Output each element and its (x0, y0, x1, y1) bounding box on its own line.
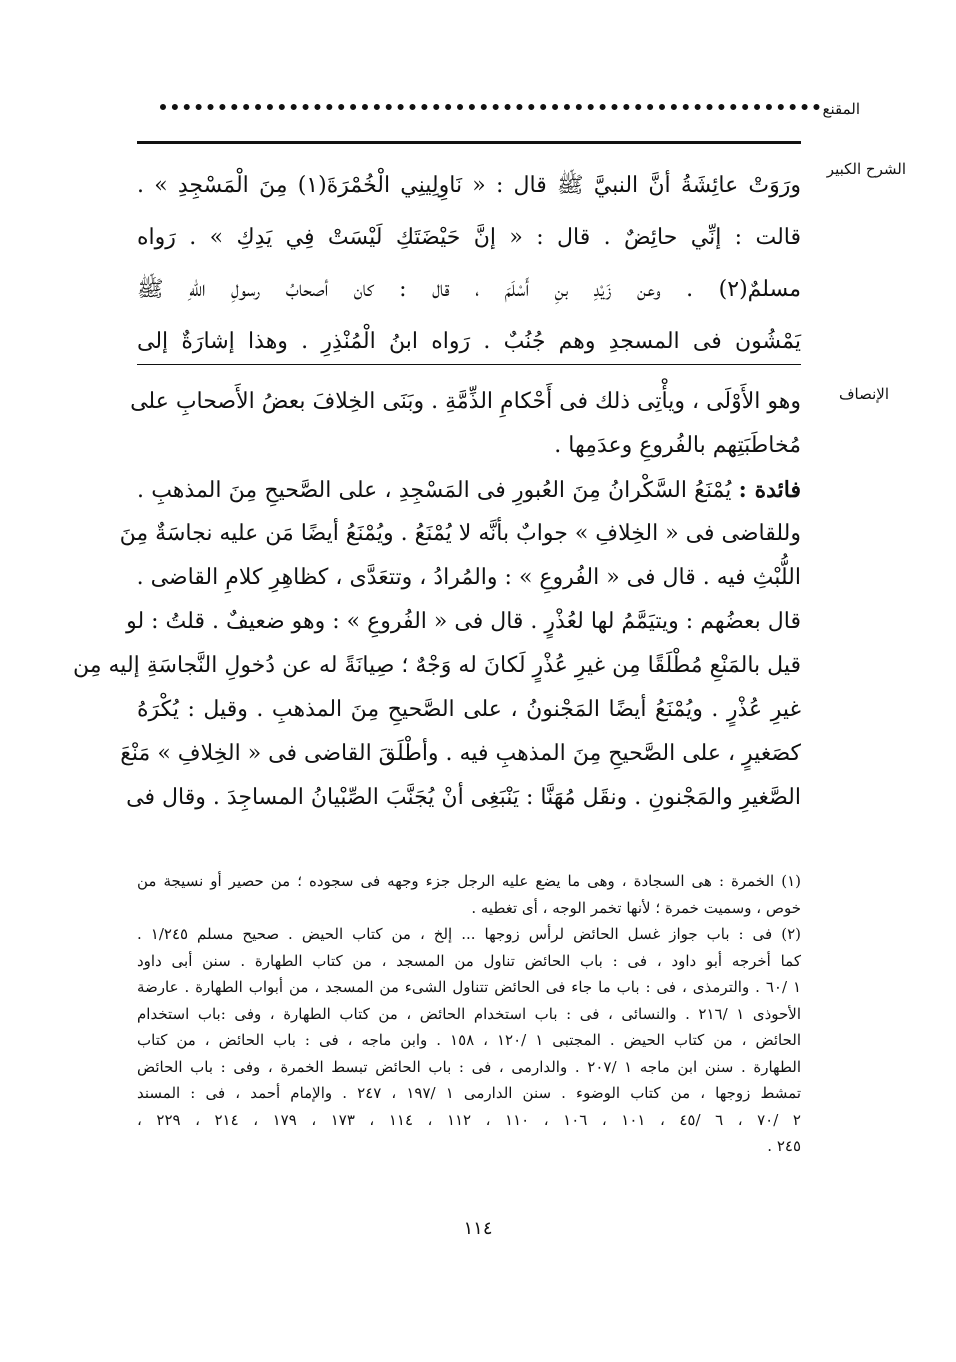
insaf-line: الصَّغيرِ والمَجْنونِ . ونقَل مُهَنَّا : يَنْبَغِى أنْ يُجَنَّبَ الصِّبْيانُ المساجِدَ . وقال فى (126, 785, 801, 810)
insaf-section-label: الإنصاف (838, 385, 889, 403)
sharh-text-block (137, 160, 801, 368)
footnote-line: الحائض ، من كتاب الحيض . المجتبى ١ /١٢٠ ، ١٥٨ . وابن ماجه ، فى : باب الحائض ، من كتاب (137, 1031, 801, 1049)
footnote-line: (١) الخمرة : هى السجادة ، وهى ما يضع عليه الرجل جزء وجهه فى سجوده ؛ من حصير أو نسيجة من (137, 872, 801, 890)
insaf-text-block (72, 380, 802, 820)
insaf-line: مُخاطَبَتِهم بالفُروعِ وعدَمِها . (554, 433, 801, 458)
insaf-line: وللقاضى فى « الخِلافِ » جوابٌ بأنَّه لا يُمْنَعُ . ويُمْنَعُ أيضًا مَن عليه نجاسَةٌ مِنَ (119, 521, 801, 546)
page-number: ١١٤ (463, 1218, 493, 1239)
footnote-line: خوص ، وسميت خمرة ؛ لأنها تخمر الوجه ، أى تغطيه . (471, 898, 801, 917)
footnote-line: ٢ /٧٠ ، ٦ /٤٥ ، ١٠١ ، ١٠٦ ، ١١٠ ، ١١٢ ، ١١٤ ، ١٧٣ ، ١٧٩ ، ٢١٤ ، ٢٢٩ ، (137, 1110, 801, 1129)
footnote-line: ١ /٦٠ . والترمذى ، فى : باب ما جاء فى الحائض تتناول الشىء من المسجد ، من أبواب الطهارة . عارضة (137, 978, 801, 996)
insaf-line: وهو الأَوْلَى ، ويأْتِى ذلك فى أَحْكامِ الذِّمَّةِ . وبَنَى الخِلافَ بعضُ الأَصحابِ على (130, 389, 801, 414)
section-divider (137, 364, 801, 365)
insaf-line: اللُّبْثِ فيه . قال فى « الفُروعِ » : والمُرادُ ، وتتعَدَّى ، كظاهِرِ كلامِ القاضى . (136, 565, 801, 590)
faida-text: يُمْنَعُ السَّكْرانُ مِنَ العُبورِ فى المَسْجِدِ ، على الصَّحيحِ مِنَ المذهبِ . (137, 478, 732, 503)
sharh-section-label: الشرح الكبير (826, 160, 906, 178)
sharh-line: يَمْشُون فى المسجدِ وهم جُنُبٌ . رَواه ابنُ الْمُنْذِرِ . وهذا إشارَةٌ إلى (137, 329, 801, 354)
footnote-line: كما أخرجه أبو داود ، فى : باب الحائض تناول من المسجد ، من كتاب الطهارة . سنن أبى داود (137, 951, 801, 970)
sharh-line: قالت : إنِّي حائِضٌ . قال : « إنَّ حَيْضَتَكِ لَيْسَتْ فِي يَدِكِ » . رَواه (137, 225, 801, 250)
insaf-faida-line (137, 468, 801, 512)
footnote-line: (٢) فى : باب جواز غسل الحائض لرأس زوجها ... إلخ ، من كتاب الحيض . صحيح مسلم ١/٢٤٥ . (137, 925, 801, 943)
footnotes (137, 868, 801, 1160)
header-dotted-rule (160, 104, 820, 120)
footnote-line: تمشط زوجها ، من كتاب الوضوء . سنن الدارمى ١ /١٩٧ ، ٢٤٧ . والإمام أحمد ، فى : المسند (137, 1084, 801, 1102)
insaf-line: غيرِ عُذْرٍ . ويُمْنَعُ أيضًا المَجْنونُ ، على الصَّحيحِ مِنَ المذهبِ . وقيل : يُكْرَهُ (137, 697, 801, 722)
footnote-line: ٢٤٥ . (767, 1137, 801, 1155)
sharh-line: مسلمٌ(٢) . وعن زَيْدِ بنِ أَسْلَمَ ، قال : كان أصحابُ رسولِ اللهِ ﷺ (137, 277, 801, 302)
running-title: المقنع (822, 100, 860, 118)
header-rule (137, 141, 801, 144)
footnote-line: الأحوذى ١ /٢١٦ . والنسائى ، فى : باب استخدام الحائض ، من كتاب الطهارة ، وفى :باب استخدام (137, 1004, 801, 1023)
insaf-line: قال بعضُهم : ويتيَمَّمُ لها لعُذْرٍ . قال فى « الفُروعِ » : وهو ضعيفٌ . قلتُ : لو (126, 609, 801, 634)
insaf-line: قيل بالمَنْعِ مُطْلَقًا مِن غيرِ عُذْرٍ لَكانَ له وَجْهٌ ؛ صِيانَةً له عن دُخولِ النَّجاسَةِ إليه مِن (72, 653, 801, 678)
faida-label: فائدة : (738, 477, 802, 503)
footnote-line: الطهارة . سنن ابن ماجه ١ /٢٠٧ . والدارمى ، فى : باب الحائض تبسط الخمرة ، وفى : باب الحائض (137, 1057, 801, 1076)
insaf-line: كصَغيرٍ ، على الصَّحيحِ مِنَ المذهبِ فيه . وأطْلَقَ القاضى فى « الخِلافِ » مَنْعَ (120, 741, 801, 766)
sharh-line: ورَوَتْ عائِشَةُ أنَّ النبيَّ ﷺ قال : « نَاوِلِينِي الْخُمْرَةَ(١) مِنَ الْمَسْجِدِ » . (137, 173, 802, 198)
